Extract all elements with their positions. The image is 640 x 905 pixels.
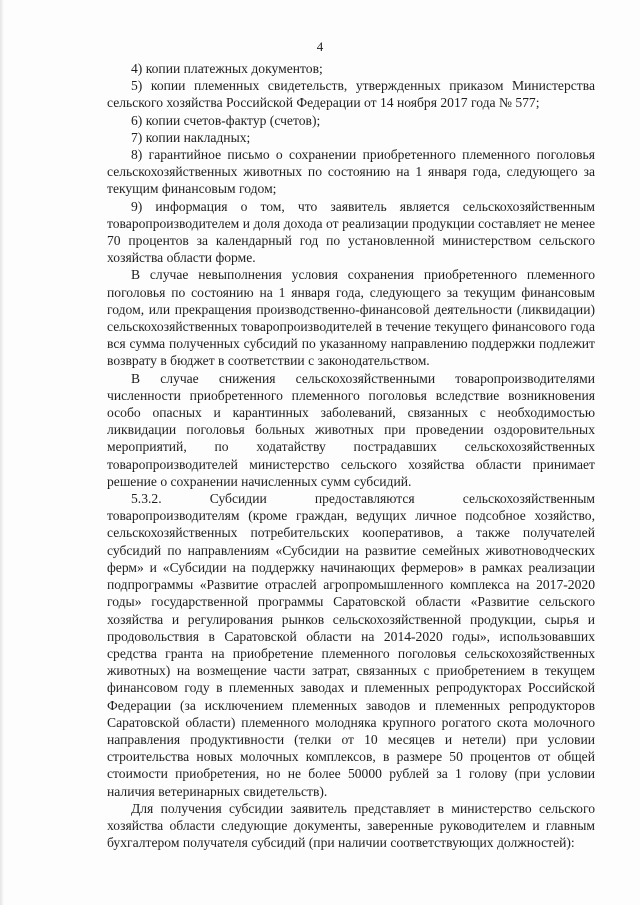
paragraph-item-9-producer-info: 9) информация о том, что заявитель является сельскохозяйственным товаропроизводителем и доля дохода от реализации продукции составляет не менее 70 процентов за календарный год по установленной министерством сельского хозяйства области форме. xyxy=(107,198,595,266)
paragraph-required-documents: Для получения субсидии заявитель представляет в министерство сельского хозяйства области следующие документы, заверенные руководителем и главным бухгалтером получателя субсидий (при наличии соответствующих должностей): xyxy=(107,800,595,851)
scan-shadow-edge xyxy=(0,0,4,905)
paragraph-item-4-payment-docs: 4) копии платежных документов; xyxy=(131,61,323,76)
page-number: 4 xyxy=(316,39,324,54)
paragraph-item-6-invoices: 6) копии счетов-фактур (счетов); xyxy=(131,112,321,128)
paragraph-item-5-breeding-certificates: 5) копии племенных свидетельств, утвержденных приказом Министерства сельского хозяйства Российской Федерации от 14 ноября 2017 года № 577; xyxy=(107,78,595,111)
paragraph-livestock-reduction: В случае снижения сельскохозяйственными товаропроизводителями численности приобретенного племенного поголовья вследствие возникновения особо опасных и карантинных заболеваний, связанных с необходимостью ликвидации поголовья больных животных при проведении оздоровительных мероприятий, по ходатайству пострадавших сельскохозяйственных товаропроизводителей министерство сельского хозяйства области принимает решение о сохранении начисленных сумм субсидий. xyxy=(107,370,595,489)
paragraph-section-5-3-2: 5.3.2. Субсидии предоставляются сельскохозяйственным товаропроизводителям (кроме граждан, ведущих личное подсобное хозяйство, сельскохозяйственных потребительских кооперативов, а также получателей субсидий по направлениям «Субсидии на развитие семейных животноводческих ферм» и «Субсидии на поддержку начинающих фермеров» в рамках реализации подпрограммы «Развитие отраслей агропромышленного комплекса на 2017-2020 годы» государственной программы Саратовской области «Развитие сельского хозяйства и регулирования рынков сельскохозяйственной продукции, сырья и продовольствия в Саратовской области на 2014-2020 годы», использовавших средства гранта на приобретение племенного поголовья сельскохозяйственных животных) на возмещение части затрат, связанных с приобретением в текущем финансовом году в племенных заводах и племенных репродукторах Российской Федерации (за исключением племенных заводов и племенных репродукторов Саратовской области) племенного молодняка крупного рогатого скота молочного направления продуктивности (телки от 10 месяцев и нетели) при условии строительства новых молочных комплексов, в размере 50 процентов от общей стоимости приобретения, но не более 50000 рублей за 1 голову (при условии наличия ветеринарных свидетельств). xyxy=(107,491,595,799)
paragraph-item-7-waybills: 7) копии накладных; xyxy=(131,129,251,145)
paragraph-item-8-guarantee-letter: 8) гарантийное письмо о сохранении приобретенного племенного поголовья сельскохозяйственных животных по состоянию на 1 января года, следующего за текущим финансовым годом; xyxy=(107,147,595,197)
paragraph-non-fulfillment: В случае невыполнения условия сохранения приобретенного племенного поголовья по состоянию на 1 января года, следующего за текущим финансовым годом, или прекращения производственно-финансовой деятельности (ликвидации) сельскохозяйственных товаропроизводителей в течение текущего финансового года вся сумма полученных субсидий по указанному направлению поддержки подлежит возврату в бюджет в соответствии с законодательством. xyxy=(107,267,595,369)
document-body xyxy=(107,60,595,851)
